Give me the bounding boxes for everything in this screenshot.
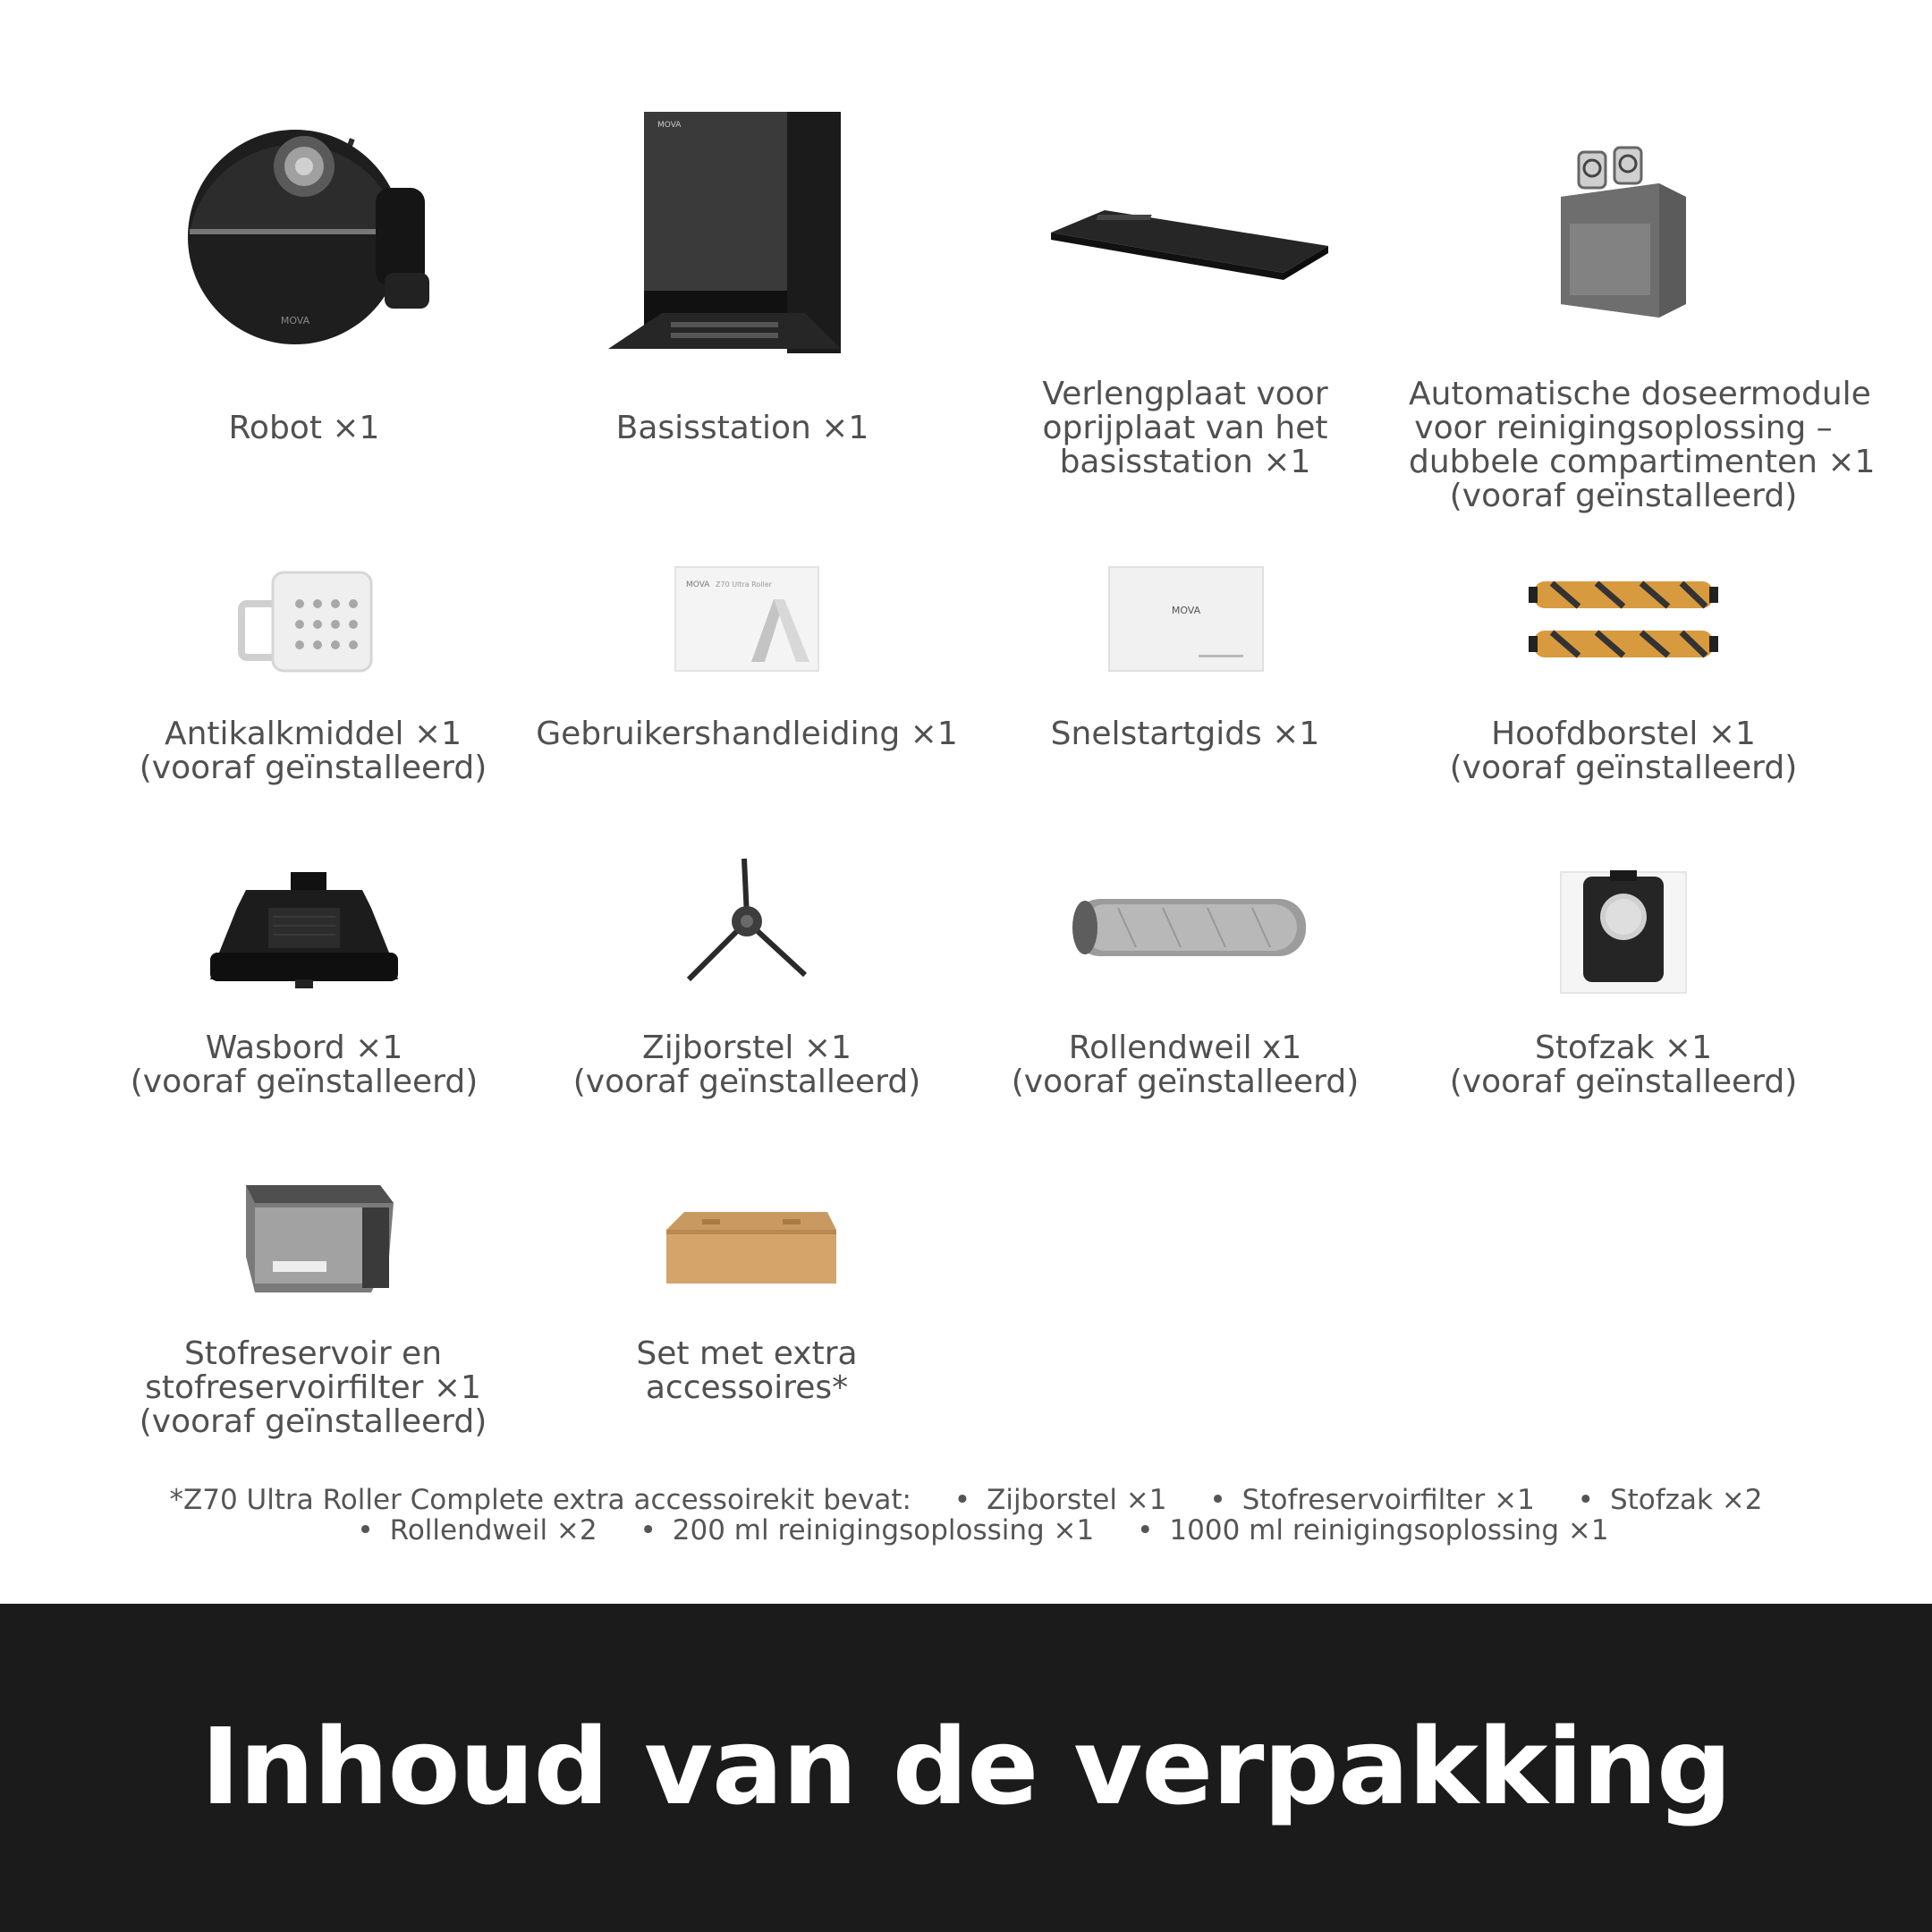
dosing-module-icon [1409, 98, 1838, 367]
bullet: • [1209, 1484, 1226, 1516]
dust-bag-icon [1409, 854, 1838, 1002]
quick-start-guide-icon [970, 555, 1400, 689]
bullet: • [953, 1484, 971, 1516]
roller-mop-icon [970, 854, 1400, 1002]
page-title: Inhoud van de verpakking [200, 1705, 1732, 1828]
accessory-box-icon [532, 1176, 962, 1310]
dust-bin-icon [98, 1176, 528, 1310]
item-caption: Stofzak ×1 (vooraf geïnstalleerd) [1449, 1030, 1798, 1100]
bullet: • [1137, 1514, 1154, 1546]
ramp-extension-icon [970, 98, 1400, 367]
manual-model: Z70 Ultra Roller [716, 580, 772, 589]
washboard-icon [89, 854, 519, 1002]
bullet: • [640, 1514, 657, 1546]
side-brush-icon [532, 854, 962, 1002]
footnote-row-2 [0, 1515, 1932, 1546]
item-caption: Set met extra accessoires* [636, 1335, 858, 1406]
base-station-icon [528, 98, 957, 367]
footnote-row-1 [0, 1485, 1932, 1515]
manual-logo: MOVA [686, 580, 710, 589]
item-caption: Stofreservoir en stofreservoirfilter ×1 (vooraf geïnstalleerd) [139, 1335, 487, 1440]
item-caption: Basisstation ×1 [615, 410, 869, 446]
footnote-item: Rollendweil ×2 [389, 1514, 597, 1546]
descaler-cartridge-icon [98, 555, 528, 689]
item-caption: Robot ×1 [228, 410, 380, 446]
footnote-item: 1000 ml reinigingsoplossing ×1 [1169, 1514, 1609, 1546]
item-caption: Zijborstel ×1 (vooraf geïnstalleerd) [572, 1030, 921, 1100]
item-caption: Snelstartgids ×1 [1050, 716, 1320, 752]
footnote-item: Stofreservoirfilter ×1 [1241, 1484, 1535, 1516]
robot-vacuum-icon [89, 98, 519, 367]
bullet: • [1577, 1484, 1594, 1516]
main-brush-icon [1409, 555, 1838, 689]
footnote-item: Zijborstel ×1 [987, 1484, 1167, 1516]
user-manual-icon [532, 555, 962, 689]
title-banner [0, 1604, 1932, 1932]
accessory-kit-footnote [0, 1485, 1932, 1546]
station-logo: MOVA [657, 121, 682, 130]
item-caption: Antikalkmiddel ×1 (vooraf geïnstalleerd) [139, 716, 487, 786]
bullet: • [357, 1514, 374, 1546]
item-caption: Rollendweil x1 (vooraf geïnstalleerd) [1011, 1030, 1360, 1100]
footnote-item: 200 ml reinigingsoplossing ×1 [672, 1514, 1095, 1546]
footnote-item: Stofzak ×2 [1609, 1484, 1763, 1516]
guide-logo: MOVA [1171, 605, 1201, 616]
robot-logo: MOVA [280, 315, 310, 326]
item-caption: Wasbord ×1 (vooraf geïnstalleerd) [130, 1030, 479, 1100]
footnote-intro: *Z70 Ultra Roller Complete extra accessoirekit bevat: [169, 1484, 911, 1516]
item-caption: Gebruikershandleiding ×1 [536, 716, 958, 752]
item-caption: Verlengplaat voor oprijplaat van het basisstation ×1 [1042, 376, 1328, 480]
item-caption: Hoofdborstel ×1 (vooraf geïnstalleerd) [1449, 716, 1798, 786]
item-caption: Automatische doseermodule voor reinigingsoplossing – dubbele compartimenten ×1 (vooraf geïnstalleerd) [1409, 376, 1876, 514]
